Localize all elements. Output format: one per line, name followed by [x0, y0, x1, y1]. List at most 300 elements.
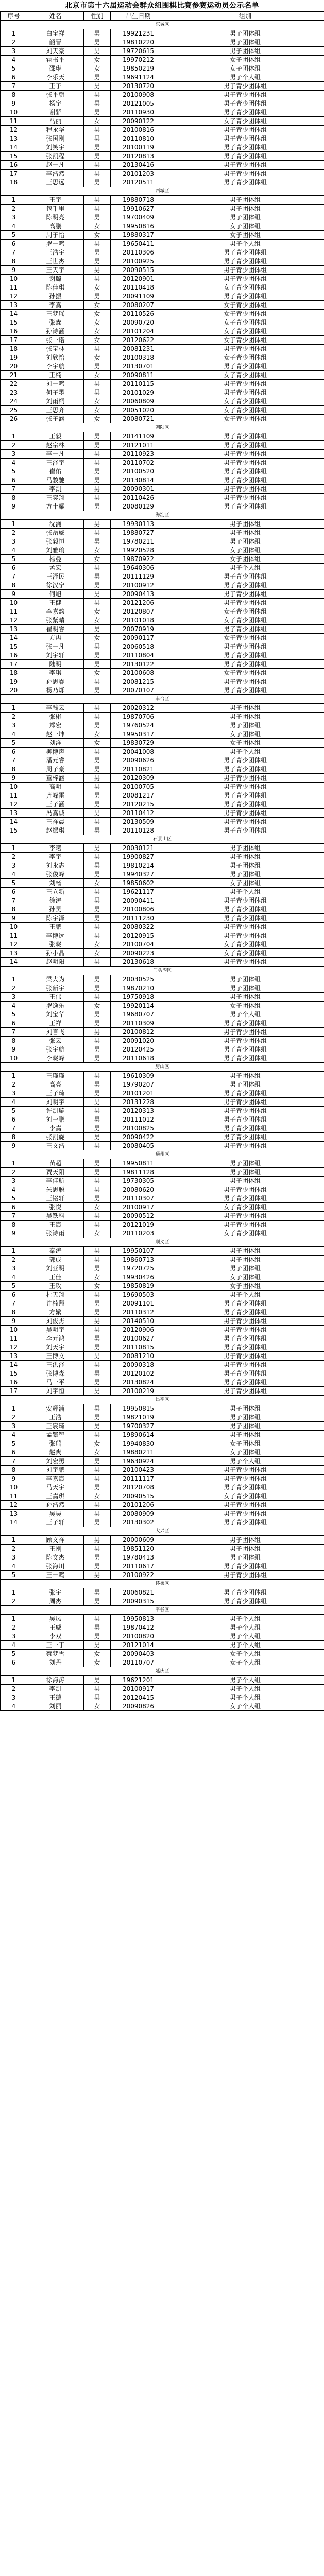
cell-number: 18 [1, 345, 27, 353]
cell-group: 女子青少团体组 [166, 353, 324, 362]
cell-gender: 男 [84, 292, 111, 301]
table-row [1, 783, 324, 791]
cell-group: 男子团体组 [166, 1256, 324, 1264]
cell-gender: 女 [84, 1658, 111, 1667]
cell-birthdate: 20080620 [111, 1185, 166, 1194]
table-row [1, 1475, 324, 1483]
cell-number: 7 [1, 82, 27, 91]
cell-group: 男子青少团体组 [166, 1089, 324, 1098]
cell-number: 2 [1, 1597, 27, 1606]
cell-gender: 男 [84, 1641, 111, 1650]
table-row [1, 29, 324, 38]
cell-gender: 男 [84, 1685, 111, 1693]
cell-birthdate: 20100922 [111, 1571, 166, 1580]
cell-group: 女子青少团体组 [166, 301, 324, 310]
cell-group: 男子青少团体组 [166, 581, 324, 590]
cell-name: 刘宝华 [27, 1010, 84, 1019]
district-label: 怀柔区 [1, 1580, 324, 1588]
cell-number: 18 [1, 178, 27, 187]
cell-group: 男子青少团体组 [166, 660, 324, 669]
cell-group: 男子团体组 [166, 47, 324, 56]
cell-birthdate: 20130509 [111, 818, 166, 826]
cell-gender: 女 [84, 318, 111, 327]
cell-birthdate: 20100812 [111, 1028, 166, 1037]
cell-birthdate: 19621201 [111, 1676, 166, 1685]
cell-group: 男子青少团体组 [166, 783, 324, 791]
cell-number: 13 [1, 301, 27, 310]
table-row [1, 406, 324, 415]
cell-birthdate: 19691124 [111, 73, 166, 82]
cell-gender: 男 [84, 774, 111, 783]
cell-number: 15 [1, 318, 27, 327]
cell-name: 许楠翔 [27, 1299, 84, 1308]
cell-birthdate: 19870706 [111, 713, 166, 721]
cell-birthdate: 19940830 [111, 1439, 166, 1448]
cell-number: 1 [1, 1159, 27, 1168]
cell-group: 女子青少团体组 [166, 406, 324, 415]
table-row [1, 1545, 324, 1553]
cell-birthdate: 20091109 [111, 292, 166, 301]
cell-gender: 男 [84, 1431, 111, 1439]
cell-number: 2 [1, 1685, 27, 1693]
cell-birthdate: 20081210 [111, 1352, 166, 1361]
table-row [1, 73, 324, 82]
cell-gender: 男 [84, 1588, 111, 1597]
cell-number: 13 [1, 949, 27, 958]
cell-group: 男子团体组 [166, 1168, 324, 1177]
cell-birthdate: 19870922 [111, 555, 166, 564]
cell-group: 男子青少团体组 [166, 896, 324, 905]
cell-name: 张凯程 [27, 152, 84, 161]
cell-gender: 男 [84, 1545, 111, 1553]
cell-name: 张宇航 [27, 1045, 84, 1054]
cell-gender: 男 [84, 275, 111, 283]
roster-table [0, 11, 324, 1711]
table-row [1, 721, 324, 730]
cell-birthdate: 19950107 [111, 1247, 166, 1256]
cell-group: 男子个人组 [166, 1291, 324, 1299]
table-row [1, 467, 324, 476]
cell-group: 男子个人组 [166, 564, 324, 572]
cell-name: 刘天宇 [27, 1343, 84, 1352]
cell-group: 男子青少团体组 [166, 1352, 324, 1361]
cell-birthdate: 19860713 [111, 1256, 166, 1264]
cell-name: 王健 [27, 599, 84, 607]
cell-birthdate: 19830729 [111, 739, 166, 748]
cell-number: 4 [1, 459, 27, 467]
cell-group: 女子团体组 [166, 739, 324, 748]
cell-birthdate: 20080129 [111, 502, 166, 511]
cell-number: 1 [1, 844, 27, 853]
cell-group: 男子青少团体组 [166, 1133, 324, 1142]
cell-group: 男子青少团体组 [166, 1317, 324, 1326]
cell-birthdate: 20110309 [111, 1019, 166, 1028]
cell-gender: 女 [84, 336, 111, 345]
cell-number: 20 [1, 686, 27, 695]
cell-number: 4 [1, 546, 27, 555]
cell-group: 男子青少团体组 [166, 756, 324, 765]
cell-number: 9 [1, 502, 27, 511]
table-row [1, 958, 324, 967]
table-row [1, 1571, 324, 1580]
roster-body [1, 21, 324, 1711]
table-row [1, 441, 324, 450]
cell-number: 3 [1, 993, 27, 1002]
cell-group: 女子青少团体组 [166, 117, 324, 126]
cell-gender: 男 [84, 1308, 111, 1317]
cell-birthdate: 20080322 [111, 923, 166, 931]
cell-group: 男子青少团体组 [166, 362, 324, 371]
cell-birthdate: 19950815 [111, 1404, 166, 1413]
cell-group: 男子团体组 [166, 213, 324, 222]
cell-birthdate: 20121019 [111, 1221, 166, 1229]
table-row [1, 616, 324, 625]
cell-group: 男子青少团体组 [166, 126, 324, 134]
cell-group: 女子团体组 [166, 879, 324, 888]
cell-name: 王鹏 [27, 923, 84, 931]
cell-group: 男子团体组 [166, 196, 324, 205]
cell-number: 2 [1, 853, 27, 861]
cell-birthdate: 20110312 [111, 1308, 166, 1317]
cell-birthdate: 20130416 [111, 161, 166, 170]
table-row [1, 1326, 324, 1334]
cell-gender: 男 [84, 1054, 111, 1063]
cell-group: 男子个人组 [166, 1457, 324, 1466]
cell-number: 4 [1, 1098, 27, 1107]
cell-birthdate: 20110307 [111, 1194, 166, 1203]
cell-number: 24 [1, 397, 27, 406]
table-row [1, 397, 324, 406]
cell-number: 17 [1, 336, 27, 345]
cell-group: 男子团体组 [166, 529, 324, 537]
table-row [1, 1089, 324, 1098]
cell-birthdate: 20090301 [111, 485, 166, 494]
cell-group: 女子青少团体组 [166, 318, 324, 327]
cell-birthdate: 20121014 [111, 1641, 166, 1650]
cell-group: 男子青少团体组 [166, 1326, 324, 1334]
cell-number: 10 [1, 783, 27, 791]
cell-name: 王泽宇 [27, 459, 84, 467]
table-row [1, 1518, 324, 1527]
cell-group: 男子青少团体组 [166, 143, 324, 152]
cell-gender: 男 [84, 1632, 111, 1641]
cell-group: 男子团体组 [166, 870, 324, 879]
table-row [1, 1483, 324, 1492]
cell-name: 杨宇 [27, 99, 84, 108]
cell-gender: 男 [84, 1168, 111, 1177]
cell-gender: 男 [84, 1334, 111, 1343]
table-row [1, 1361, 324, 1369]
cell-name: 赵爽 [27, 1448, 84, 1457]
cell-birthdate: 20120415 [111, 1693, 166, 1702]
cell-group: 男子个人组 [166, 1641, 324, 1650]
cell-group: 女子青少团体组 [166, 616, 324, 625]
district-label: 丰台区 [1, 695, 324, 704]
cell-name: 周杰 [27, 1597, 84, 1606]
cell-number: 2 [1, 1623, 27, 1632]
cell-birthdate: 20110702 [111, 459, 166, 467]
cell-gender: 女 [84, 546, 111, 555]
cell-name: 王子 [27, 82, 84, 91]
cell-gender: 男 [84, 537, 111, 546]
cell-name: 罗一鸣 [27, 240, 84, 248]
table-header-row [1, 12, 324, 21]
cell-number: 1 [1, 1588, 27, 1597]
table-row [1, 1159, 324, 1168]
cell-gender: 男 [84, 1510, 111, 1518]
cell-name: 王立新 [27, 888, 84, 896]
cell-gender: 男 [84, 905, 111, 914]
cell-number: 12 [1, 126, 27, 134]
cell-name: 刘宏勇 [27, 1457, 84, 1466]
table-row [1, 178, 324, 187]
cell-name: 刘宇轩 [27, 651, 84, 660]
cell-gender: 女 [84, 1439, 111, 1448]
table-row [1, 1448, 324, 1457]
cell-group: 女子团体组 [166, 1002, 324, 1010]
cell-gender: 男 [84, 1475, 111, 1483]
cell-group: 男子青少团体组 [166, 161, 324, 170]
cell-number: 5 [1, 879, 27, 888]
cell-birthdate: 19700409 [111, 213, 166, 222]
cell-gender: 男 [84, 923, 111, 931]
cell-gender: 男 [84, 388, 111, 397]
cell-group: 男子青少团体组 [166, 450, 324, 459]
cell-gender: 男 [84, 502, 111, 511]
header-birthdate: 出生日期 [111, 12, 166, 21]
table-row [1, 345, 324, 353]
cell-gender: 男 [84, 1299, 111, 1308]
cell-group: 男子团体组 [166, 1404, 324, 1413]
cell-gender: 女 [84, 669, 111, 677]
cell-birthdate: 20090122 [111, 117, 166, 126]
cell-number: 9 [1, 774, 27, 783]
cell-gender: 男 [84, 380, 111, 388]
table-row [1, 476, 324, 485]
cell-birthdate: 20130618 [111, 958, 166, 967]
cell-number: 9 [1, 1229, 27, 1238]
cell-birthdate: 20101018 [111, 616, 166, 625]
cell-gender: 女 [84, 1229, 111, 1238]
cell-number: 2 [1, 1168, 27, 1177]
cell-gender: 女 [84, 283, 111, 292]
cell-group: 男子青少团体组 [166, 1054, 324, 1063]
table-row [1, 1054, 324, 1063]
cell-birthdate: 20120906 [111, 1326, 166, 1334]
cell-birthdate: 20120901 [111, 275, 166, 283]
cell-gender: 男 [84, 958, 111, 967]
cell-name: 柳博声 [27, 748, 84, 756]
cell-number: 4 [1, 1431, 27, 1439]
cell-number: 9 [1, 590, 27, 599]
cell-name: 冯嘉诚 [27, 809, 84, 818]
table-row [1, 415, 324, 423]
cell-number: 6 [1, 476, 27, 485]
cell-group: 女子团体组 [166, 730, 324, 739]
cell-number: 9 [1, 914, 27, 923]
cell-group: 男子团体组 [166, 38, 324, 47]
cell-number: 6 [1, 748, 27, 756]
cell-birthdate: 20090411 [111, 896, 166, 905]
cell-number: 6 [1, 1291, 27, 1299]
cell-group: 男子青少团体组 [166, 677, 324, 686]
table-row [1, 459, 324, 467]
cell-name: 方十耀 [27, 502, 84, 511]
cell-group: 男子青少团体组 [166, 1466, 324, 1475]
cell-birthdate: 20120215 [111, 800, 166, 809]
cell-birthdate: 20100704 [111, 940, 166, 949]
cell-name: 沈涌 [27, 520, 84, 529]
cell-group: 男子青少团体组 [166, 1098, 324, 1107]
cell-gender: 男 [84, 1623, 111, 1632]
cell-name: 王文浩 [27, 1142, 84, 1150]
cell-group: 男子团体组 [166, 704, 324, 713]
cell-name: 张云 [27, 1037, 84, 1045]
cell-birthdate: 19930113 [111, 520, 166, 529]
cell-gender: 男 [84, 853, 111, 861]
cell-gender: 女 [84, 730, 111, 739]
cell-name: 高明 [27, 783, 84, 791]
cell-name: 刘欣怡 [27, 353, 84, 362]
cell-gender: 男 [84, 564, 111, 572]
cell-name: 张子涵 [27, 415, 84, 423]
cell-gender: 男 [84, 1387, 111, 1396]
cell-name: 吴铁科 [27, 1212, 84, 1221]
table-row [1, 1168, 324, 1177]
cell-gender: 男 [84, 861, 111, 870]
cell-group: 男子青少团体组 [166, 1037, 324, 1045]
cell-birthdate: 20100825 [111, 1124, 166, 1133]
cell-group: 女子团体组 [166, 231, 324, 240]
cell-birthdate: 20100917 [111, 1203, 166, 1212]
cell-number: 7 [1, 485, 27, 494]
cell-birthdate: 19880718 [111, 196, 166, 205]
district-label: 西城区 [1, 187, 324, 196]
cell-group: 男子青少团体组 [166, 765, 324, 774]
cell-group: 男子个人组 [166, 1615, 324, 1623]
district-label: 大兴区 [1, 1527, 324, 1536]
cell-name: 刘笑宇 [27, 143, 84, 152]
cell-name: 崔佑 [27, 467, 84, 476]
cell-name: 李嘉韵 [27, 607, 84, 616]
cell-birthdate: 20130122 [111, 660, 166, 669]
table-row [1, 625, 324, 634]
table-row [1, 1229, 324, 1238]
district-row [1, 21, 324, 29]
cell-name: 马骏驰 [27, 476, 84, 485]
district-row [1, 423, 324, 432]
cell-gender: 男 [84, 1326, 111, 1334]
cell-gender: 女 [84, 353, 111, 362]
cell-group: 男子青少团体组 [166, 905, 324, 914]
cell-gender: 男 [84, 1133, 111, 1142]
cell-name: 王博文 [27, 1352, 84, 1361]
cell-group: 男子青少团体组 [166, 809, 324, 818]
cell-birthdate: 20111012 [111, 1115, 166, 1124]
table-row [1, 599, 324, 607]
table-row [1, 748, 324, 756]
cell-number: 3 [1, 1422, 27, 1431]
table-row [1, 1203, 324, 1212]
document-title: 北京市第十六届运动会群众组围棋比赛参赛运动员公示名单 [65, 2, 259, 10]
table-row [1, 205, 324, 213]
cell-group: 女子青少团体组 [166, 634, 324, 642]
cell-gender: 男 [84, 1343, 111, 1352]
cell-gender: 女 [84, 415, 111, 423]
cell-name: 刘俊杰 [27, 1317, 84, 1326]
cell-gender: 女 [84, 616, 111, 625]
cell-number: 1 [1, 1072, 27, 1080]
cell-gender: 男 [84, 1256, 111, 1264]
cell-gender: 男 [84, 791, 111, 800]
cell-birthdate: 20100806 [111, 905, 166, 914]
cell-number: 14 [1, 958, 27, 967]
cell-birthdate: 20110821 [111, 765, 166, 774]
table-row [1, 1650, 324, 1658]
cell-group: 男子青少团体组 [166, 818, 324, 826]
cell-group: 女子青少团体组 [166, 1492, 324, 1501]
cell-group: 女子青少团体组 [166, 415, 324, 423]
cell-gender: 男 [84, 931, 111, 940]
cell-group: 男子青少团体组 [166, 476, 324, 485]
cell-name: 李翰云 [27, 704, 84, 713]
cell-number: 2 [1, 205, 27, 213]
cell-birthdate: 19850219 [111, 64, 166, 73]
cell-name: 李晓峰 [27, 1054, 84, 1063]
cell-birthdate: 20100423 [111, 1466, 166, 1475]
cell-gender: 男 [84, 826, 111, 835]
table-row [1, 1562, 324, 1571]
cell-gender: 男 [84, 143, 111, 152]
table-row [1, 318, 324, 327]
table-row [1, 931, 324, 940]
cell-number: 26 [1, 415, 27, 423]
cell-birthdate: 19950811 [111, 1159, 166, 1168]
cell-gender: 男 [84, 1264, 111, 1273]
cell-group: 男子青少团体组 [166, 459, 324, 467]
table-row [1, 1536, 324, 1545]
table-row [1, 1019, 324, 1028]
cell-birthdate: 20091101 [111, 1299, 166, 1308]
cell-gender: 女 [84, 406, 111, 415]
cell-gender: 男 [84, 91, 111, 99]
cell-name: 陈文杰 [27, 1553, 84, 1562]
cell-group: 男子团体组 [166, 1536, 324, 1545]
table-row [1, 949, 324, 958]
cell-number: 19 [1, 353, 27, 362]
cell-gender: 男 [84, 467, 111, 476]
cell-name: 刘畅 [27, 879, 84, 888]
cell-birthdate: 20120511 [111, 178, 166, 187]
cell-number: 11 [1, 1334, 27, 1343]
cell-birthdate: 19921231 [111, 29, 166, 38]
table-row [1, 1413, 324, 1422]
cell-number: 8 [1, 1133, 27, 1142]
cell-group: 男子青少团体组 [166, 91, 324, 99]
cell-number: 1 [1, 432, 27, 441]
cell-number: 11 [1, 931, 27, 940]
cell-name: 刘丹 [27, 1658, 84, 1667]
cell-group: 女子团体组 [166, 1448, 324, 1457]
cell-birthdate: 20090422 [111, 1133, 166, 1142]
cell-gender: 男 [84, 1571, 111, 1580]
cell-gender: 男 [84, 572, 111, 581]
cell-group: 男子个人组 [166, 888, 324, 896]
cell-birthdate: 20120425 [111, 1045, 166, 1054]
cell-number: 16 [1, 1378, 27, 1387]
cell-number: 11 [1, 117, 27, 126]
cell-number: 3 [1, 1177, 27, 1185]
